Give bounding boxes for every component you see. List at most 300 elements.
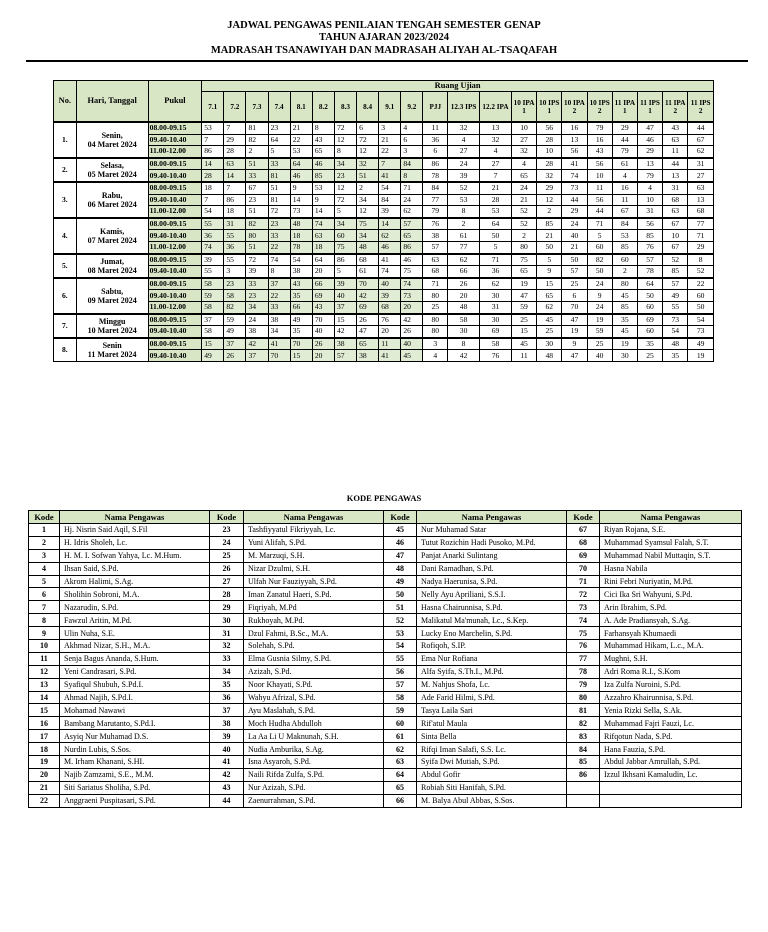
day-date — [76, 314, 148, 338]
proctor-code: 69 — [480, 326, 512, 338]
codes-row — [29, 562, 742, 575]
proctor-code-key — [567, 781, 600, 794]
proctor-code: 63 — [423, 254, 448, 266]
proctor-name: Solehah, S.Pd. — [244, 640, 384, 653]
proctor-code: 54 — [663, 326, 688, 338]
proctor-code-key: 47 — [384, 549, 417, 562]
session-time: 08.00-09.15 — [148, 158, 202, 170]
name-header: Nama Pengawas — [600, 511, 742, 524]
session-time: 11.00-12.00 — [148, 206, 202, 218]
proctor-code: 72 — [334, 122, 356, 134]
proctor-code: 52 — [448, 182, 480, 194]
proctor-code: 70 — [562, 301, 587, 313]
proctor-code: 46 — [290, 170, 312, 182]
proctor-name: Rifqi Iman Salafi, S.S. Lc. — [417, 743, 567, 756]
proctor-code: 50 — [537, 241, 562, 253]
proctor-code: 67 — [663, 218, 688, 230]
proctor-code: 5 — [334, 266, 356, 278]
proctor-code: 73 — [562, 182, 587, 194]
proctor-code: 2 — [612, 266, 637, 278]
day-name: Senin, — [101, 130, 123, 140]
proctor-code: 71 — [587, 218, 612, 230]
proctor-code: 56 — [587, 194, 612, 206]
proctor-name: Ade Farid Hilmi, S.Pd. — [417, 691, 567, 704]
proctor-code: 22 — [688, 278, 714, 290]
day-date-text: 05 Maret 2024 — [87, 169, 137, 179]
proctor-code: 71 — [423, 278, 448, 290]
proctor-name: Dzul Fahmi, B.Sc., M.A. — [244, 627, 384, 640]
col-no-header: No. — [54, 81, 77, 123]
proctor-code: 37 — [334, 301, 356, 313]
proctor-code: 14 — [379, 218, 401, 230]
proctor-code: 48 — [663, 338, 688, 350]
proctor-code: 24 — [562, 218, 587, 230]
day-name: Selasa, — [100, 160, 124, 170]
proctor-code: 68 — [379, 301, 401, 313]
day-number: 7. — [54, 314, 77, 338]
proctor-code: 81 — [268, 194, 290, 206]
room-header: 12.3 IPS — [448, 92, 480, 123]
day-number: 4. — [54, 218, 77, 254]
proctor-name: Akhmad Nizar, S.H., M.A. — [60, 640, 210, 653]
room-header: 11 IPS 1 — [637, 92, 662, 123]
proctor-name: Yenia Rizki Sella, S.Ak. — [600, 704, 742, 717]
day-date-text: 09 Maret 2024 — [87, 295, 137, 305]
proctor-code: 4 — [637, 182, 662, 194]
proctor-name: Anggraeni Puspitasari, S.Pd. — [60, 794, 210, 807]
proctor-code: 37 — [202, 314, 224, 326]
proctor-name: Isna Asyaroh, S.Pd. — [244, 756, 384, 769]
proctor-name: Zaenurrahman, S.Pd. — [244, 794, 384, 807]
proctor-code: 84 — [401, 158, 423, 170]
proctor-name: Nur Muhamad Satar — [417, 524, 567, 537]
proctor-code: 42 — [448, 350, 480, 362]
proctor-code-key: 44 — [210, 794, 244, 807]
proctor-code: 50 — [688, 301, 714, 313]
proctor-code: 44 — [663, 158, 688, 170]
proctor-code: 48 — [357, 241, 379, 253]
proctor-code: 54 — [379, 182, 401, 194]
proctor-code-key: 22 — [29, 794, 60, 807]
proctor-code: 39 — [202, 254, 224, 266]
proctor-code: 79 — [612, 146, 637, 158]
schedule-row — [54, 266, 714, 278]
proctor-code: 32 — [448, 122, 480, 134]
proctor-code: 20 — [401, 301, 423, 313]
proctor-code: 66 — [290, 301, 312, 313]
day-date — [76, 338, 148, 362]
room-header: 9.2 — [401, 92, 423, 123]
proctor-code: 31 — [480, 301, 512, 313]
proctor-code: 44 — [562, 194, 587, 206]
proctor-code: 29 — [537, 182, 562, 194]
proctor-code: 57 — [423, 241, 448, 253]
proctor-code: 85 — [612, 241, 637, 253]
proctor-name: Nelly Ayu Apriliani, S.S.I. — [417, 588, 567, 601]
proctor-code: 58 — [448, 314, 480, 326]
proctor-name: Cici Ika Sri Wahyuni, S.Pd. — [600, 588, 742, 601]
schedule-row — [54, 241, 714, 253]
proctor-code: 30 — [612, 350, 637, 362]
proctor-code: 19 — [562, 326, 587, 338]
proctor-code-key: 16 — [29, 717, 60, 730]
schedule-row — [54, 350, 714, 362]
proctor-code: 70 — [290, 338, 312, 350]
proctor-code: 23 — [224, 278, 246, 290]
proctor-code: 59 — [587, 326, 612, 338]
proctor-code: 26 — [312, 338, 334, 350]
proctor-code: 38 — [423, 230, 448, 242]
proctor-code: 44 — [612, 134, 637, 146]
proctor-code: 62 — [480, 278, 512, 290]
schedule-table — [53, 80, 714, 362]
proctor-code: 60 — [688, 290, 714, 302]
proctor-code: 5 — [480, 241, 512, 253]
proctor-code: 40 — [379, 278, 401, 290]
proctor-code: 61 — [612, 158, 637, 170]
proctor-name: Mohamad Nawawi — [60, 704, 210, 717]
proctor-code: 16 — [587, 134, 612, 146]
proctor-name: Rifqotun Nada, S.Pd. — [600, 730, 742, 743]
proctor-code: 26 — [448, 278, 480, 290]
proctor-code: 40 — [587, 350, 612, 362]
room-header: 10 IPS 1 — [537, 92, 562, 123]
proctor-code-key: 1 — [29, 524, 60, 537]
name-header: Nama Pengawas — [244, 511, 384, 524]
proctor-code-key: 4 — [29, 562, 60, 575]
room-header: PJJ — [423, 92, 448, 123]
proctor-code: 31 — [688, 158, 714, 170]
proctor-code: 5 — [587, 230, 612, 242]
proctor-code: 19 — [688, 350, 714, 362]
proctor-code: 49 — [202, 350, 224, 362]
proctor-name: Elma Gusnia Silmy, S.Pd. — [244, 652, 384, 665]
proctor-code: 62 — [401, 206, 423, 218]
proctor-code: 34 — [268, 326, 290, 338]
proctor-code-key: 29 — [210, 601, 244, 614]
proctor-code-key: 23 — [210, 524, 244, 537]
proctor-name: Yeni Candrasari, S.Pd. — [60, 665, 210, 678]
proctor-code: 71 — [480, 254, 512, 266]
proctor-name: Hana Fauzia, S.Pd. — [600, 743, 742, 756]
proctor-code: 45 — [612, 290, 637, 302]
proctor-code: 2 — [246, 146, 268, 158]
proctor-code: 58 — [202, 278, 224, 290]
proctor-code: 28 — [224, 146, 246, 158]
proctor-code-key: 13 — [29, 678, 60, 691]
proctor-code: 40 — [562, 230, 587, 242]
proctor-name: La Aa Li U Maknunah, S.H. — [244, 730, 384, 743]
proctor-code: 63 — [663, 206, 688, 218]
proctor-code: 2 — [357, 182, 379, 194]
proctor-code: 9 — [537, 266, 562, 278]
codes-row — [29, 524, 742, 537]
session-time: 11.00-12.00 — [148, 146, 202, 158]
schedule-header-row — [54, 81, 714, 92]
proctor-code: 68 — [688, 206, 714, 218]
room-header: 8.3 — [334, 92, 356, 123]
proctor-code-key: 65 — [384, 781, 417, 794]
proctor-code: 86 — [202, 146, 224, 158]
proctor-code-key: 5 — [29, 575, 60, 588]
proctor-code: 3 — [224, 266, 246, 278]
proctor-code: 65 — [537, 290, 562, 302]
proctor-code: 37 — [224, 338, 246, 350]
proctor-code: 35 — [663, 350, 688, 362]
proctor-code-key: 12 — [29, 665, 60, 678]
proctor-code: 26 — [224, 350, 246, 362]
proctor-code: 2 — [511, 230, 536, 242]
proctor-code: 86 — [224, 194, 246, 206]
proctor-code: 8 — [268, 266, 290, 278]
proctor-code: 26 — [357, 314, 379, 326]
day-number: 3. — [54, 182, 77, 218]
proctor-code: 12 — [357, 206, 379, 218]
proctor-code: 62 — [379, 230, 401, 242]
proctor-code: 84 — [423, 182, 448, 194]
proctor-code: 25 — [423, 301, 448, 313]
proctor-code: 46 — [312, 158, 334, 170]
proctor-code: 36 — [224, 241, 246, 253]
proctor-code: 57 — [663, 278, 688, 290]
proctor-code: 80 — [511, 241, 536, 253]
proctor-code: 20 — [312, 266, 334, 278]
schedule-row — [54, 182, 714, 194]
proctor-code: 31 — [637, 206, 662, 218]
session-time: 11.00-12.00 — [148, 241, 202, 253]
proctor-code: 62 — [448, 254, 480, 266]
proctor-code: 24 — [587, 278, 612, 290]
schedule-row — [54, 134, 714, 146]
day-number: 2. — [54, 158, 77, 182]
proctor-code: 31 — [224, 218, 246, 230]
proctor-code: 55 — [202, 266, 224, 278]
proctor-code: 28 — [537, 134, 562, 146]
proctor-code: 69 — [312, 290, 334, 302]
proctor-code: 76 — [637, 241, 662, 253]
proctor-code: 85 — [312, 170, 334, 182]
proctor-name: Ulfah Nur Fauziyyah, S.Pd. — [244, 575, 384, 588]
proctor-code: 10 — [587, 170, 612, 182]
proctor-code: 49 — [290, 314, 312, 326]
proctor-name: Ema Nur Rofiana — [417, 652, 567, 665]
day-date-text: 04 Maret 2024 — [87, 139, 137, 149]
proctor-code: 60 — [587, 241, 612, 253]
proctor-code: 48 — [448, 301, 480, 313]
proctor-code: 73 — [663, 314, 688, 326]
code-header: Kode — [384, 511, 417, 524]
proctor-name: Ahmad Najih, S.Pd.I. — [60, 691, 210, 704]
codes-row — [29, 627, 742, 640]
proctor-name: Rif'atul Maula — [417, 717, 567, 730]
proctor-code: 8 — [448, 206, 480, 218]
proctor-code: 5 — [537, 254, 562, 266]
proctor-name: Fiqriyah, M.Pd — [244, 601, 384, 614]
proctor-code: 51 — [246, 241, 268, 253]
proctor-code-key: 8 — [29, 614, 60, 627]
proctor-code: 85 — [537, 218, 562, 230]
proctor-code: 29 — [688, 241, 714, 253]
proctor-code: 63 — [688, 182, 714, 194]
proctor-code: 12 — [537, 194, 562, 206]
schedule-row — [54, 254, 714, 266]
codes-row — [29, 640, 742, 653]
proctor-code: 10 — [637, 194, 662, 206]
proctor-code-key: 77 — [567, 652, 600, 665]
proctor-name: Nurdin Lubis, S.Sos. — [60, 743, 210, 756]
proctor-code: 15 — [334, 314, 356, 326]
proctor-code: 69 — [637, 314, 662, 326]
proctor-name: Wahyu Afrizal, S.Pd. — [244, 691, 384, 704]
proctor-code: 7 — [224, 122, 246, 134]
day-date-text: 11 Maret 2024 — [87, 349, 137, 359]
proctor-code: 22 — [290, 134, 312, 146]
proctor-name: Farhansyah Khumaedi — [600, 627, 742, 640]
proctor-code: 27 — [480, 158, 512, 170]
day-date-text: 07 Maret 2024 — [87, 235, 137, 245]
proctor-code: 77 — [423, 194, 448, 206]
proctor-code: 47 — [562, 314, 587, 326]
codes-row — [29, 691, 742, 704]
proctor-code: 53 — [448, 194, 480, 206]
proctor-code: 16 — [612, 182, 637, 194]
proctor-code: 7 — [224, 182, 246, 194]
proctor-code-key: 55 — [384, 652, 417, 665]
proctor-name — [600, 781, 742, 794]
proctor-code: 80 — [423, 326, 448, 338]
proctor-name: Alfa Syifa, S.Th.I., M.Pd. — [417, 665, 567, 678]
proctor-code: 30 — [480, 290, 512, 302]
schedule-row — [54, 230, 714, 242]
proctor-name: Moch Hudha Abdulloh — [244, 717, 384, 730]
proctor-code: 49 — [224, 326, 246, 338]
proctor-code-key: 58 — [384, 691, 417, 704]
proctor-code: 72 — [268, 206, 290, 218]
session-time: 09.40-10.40 — [148, 266, 202, 278]
proctor-code: 59 — [202, 290, 224, 302]
proctor-code: 80 — [246, 230, 268, 242]
codes-row — [29, 588, 742, 601]
proctor-code: 24 — [587, 301, 612, 313]
proctor-name: Naili Rifda Zulfa, S.Pd. — [244, 768, 384, 781]
proctor-name: Senja Bagus Ananda, S.Hum. — [60, 652, 210, 665]
room-header: 10 IPA 2 — [562, 92, 587, 123]
proctor-name: Sinta Bella — [417, 730, 567, 743]
proctor-code: 60 — [334, 230, 356, 242]
proctor-code: 28 — [537, 158, 562, 170]
proctor-code: 36 — [423, 134, 448, 146]
proctor-name: Robiah Siti Hanifah, S.Pd. — [417, 781, 567, 794]
proctor-code: 52 — [511, 218, 536, 230]
proctor-code-key: 59 — [384, 704, 417, 717]
proctor-code: 57 — [637, 254, 662, 266]
proctor-code: 12 — [357, 146, 379, 158]
proctor-code: 75 — [511, 254, 536, 266]
proctor-code: 25 — [562, 278, 587, 290]
proctor-code: 28 — [202, 170, 224, 182]
proctor-code: 65 — [357, 338, 379, 350]
codes-header-row — [29, 511, 742, 524]
proctor-code: 50 — [587, 266, 612, 278]
proctor-code: 52 — [663, 254, 688, 266]
proctor-code: 43 — [587, 146, 612, 158]
proctor-code: 11 — [587, 182, 612, 194]
proctor-code-key: 20 — [29, 768, 60, 781]
proctor-code: 10 — [663, 230, 688, 242]
proctor-code: 45 — [401, 350, 423, 362]
proctor-code: 84 — [612, 218, 637, 230]
proctor-code: 41 — [379, 254, 401, 266]
proctor-code: 6 — [423, 146, 448, 158]
codes-row — [29, 652, 742, 665]
proctor-code: 66 — [312, 278, 334, 290]
proctor-code: 78 — [637, 266, 662, 278]
proctor-code: 23 — [268, 218, 290, 230]
day-date-text: 10 Maret 2024 — [87, 325, 137, 335]
proctor-code: 39 — [246, 266, 268, 278]
proctor-code: 67 — [688, 134, 714, 146]
proctor-code: 3 — [401, 146, 423, 158]
day-date-text: 06 Maret 2024 — [87, 199, 137, 209]
proctor-code: 4 — [480, 146, 512, 158]
proctor-code-key: 79 — [567, 678, 600, 691]
day-number: 6. — [54, 278, 77, 314]
proctor-code: 15 — [511, 326, 536, 338]
session-time: 08.00-09.15 — [148, 338, 202, 350]
proctor-name: Ihsan Said, S.Pd. — [60, 562, 210, 575]
proctor-code: 7 — [379, 158, 401, 170]
proctor-code: 79 — [423, 206, 448, 218]
proctor-code: 9 — [562, 338, 587, 350]
proctor-code: 42 — [357, 290, 379, 302]
proctor-code-key: 76 — [567, 640, 600, 653]
session-time: 09.40-10.40 — [148, 230, 202, 242]
schedule-row — [54, 170, 714, 182]
proctor-code: 16 — [562, 122, 587, 134]
proctor-code-key: 35 — [210, 678, 244, 691]
proctor-code: 73 — [688, 326, 714, 338]
proctor-code: 74 — [312, 218, 334, 230]
proctor-code: 11 — [423, 122, 448, 134]
schedule-row — [54, 158, 714, 170]
schedule-row — [54, 146, 714, 158]
day-name: Jumat, — [100, 256, 125, 266]
proctor-code: 14 — [290, 194, 312, 206]
proctor-code-key: 27 — [210, 575, 244, 588]
proctor-code: 40 — [312, 326, 334, 338]
day-date — [76, 122, 148, 158]
proctor-code-key: 18 — [29, 743, 60, 756]
day-date-text: 08 Maret 2024 — [87, 265, 137, 275]
proctor-code: 37 — [268, 278, 290, 290]
proctor-code: 40 — [401, 338, 423, 350]
proctor-code: 11 — [379, 338, 401, 350]
session-time: 08.00-09.15 — [148, 278, 202, 290]
proctor-code: 81 — [268, 170, 290, 182]
proctor-code: 53 — [480, 206, 512, 218]
proctor-name: Hj. Nisrin Said Aqil, S.Fil — [60, 524, 210, 537]
proctor-code-key: 32 — [210, 640, 244, 653]
proctor-name: H. Idris Sholeh, Lc. — [60, 536, 210, 549]
proctor-code: 47 — [511, 290, 536, 302]
proctor-code: 57 — [401, 218, 423, 230]
codes-row — [29, 768, 742, 781]
proctor-code: 52 — [511, 206, 536, 218]
proctor-code: 59 — [224, 314, 246, 326]
proctor-code: 26 — [401, 326, 423, 338]
proctor-code-key: 61 — [384, 730, 417, 743]
proctor-code: 23 — [246, 194, 268, 206]
